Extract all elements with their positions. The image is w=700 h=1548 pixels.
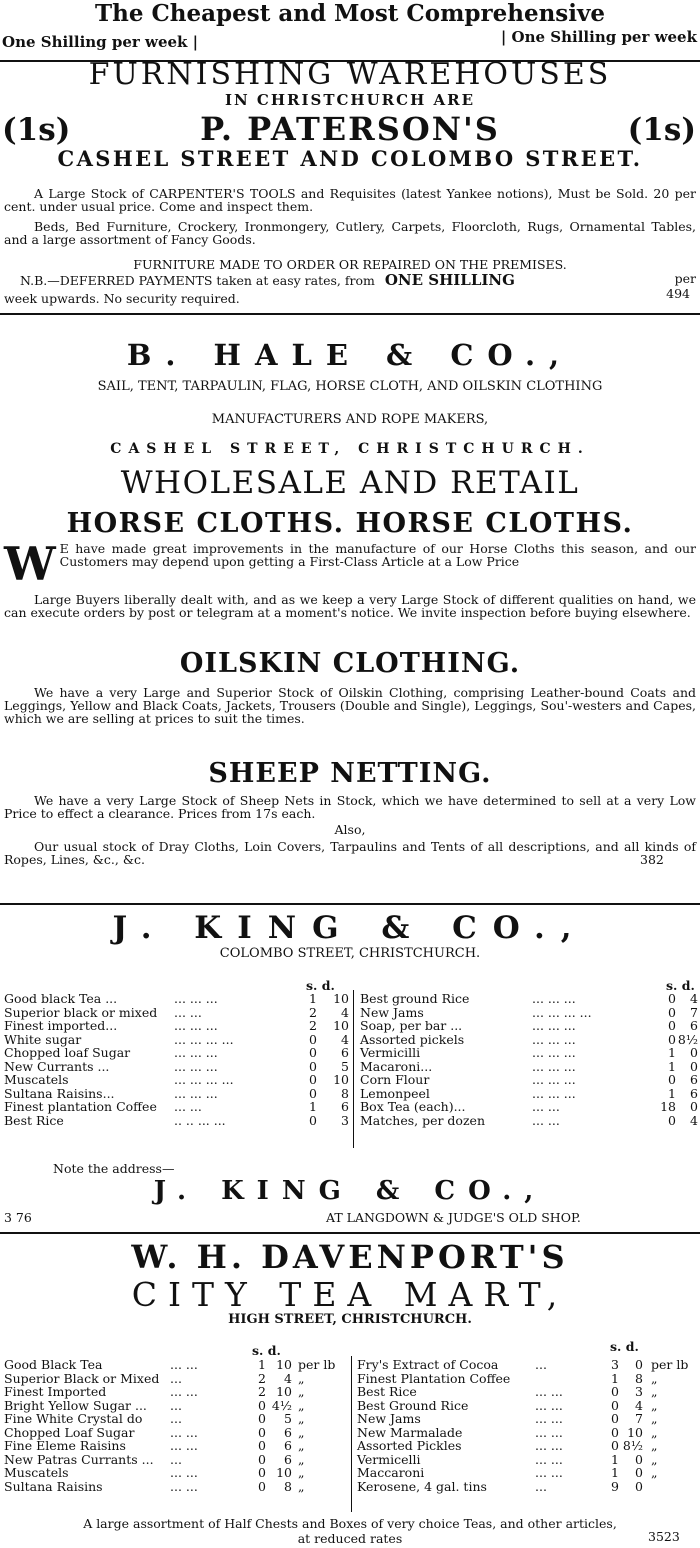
- price-unit: „: [651, 1424, 658, 1440]
- price-pence: 3: [635, 1384, 643, 1399]
- price-shillings: 0: [258, 1465, 266, 1480]
- price-row: [360, 1100, 698, 1114]
- price-pence: 8½: [677, 1031, 698, 1047]
- price-shillings: 0: [309, 1112, 317, 1128]
- ad1-nb-per: per: [674, 271, 696, 286]
- price-item-leader: ... ...: [535, 1424, 563, 1440]
- price-item-name: Best Rice: [4, 1112, 64, 1128]
- price-pence: 10: [333, 1018, 349, 1033]
- price-pence: 7: [635, 1411, 643, 1426]
- price-item-name: Muscatels: [4, 1072, 69, 1087]
- price-row: [360, 1033, 698, 1047]
- price-row: [357, 1385, 698, 1399]
- price-row: [357, 1399, 698, 1413]
- ad3-divider: [353, 990, 354, 1148]
- price-unit: „: [298, 1438, 305, 1453]
- price-shillings: 0: [309, 1085, 317, 1101]
- price-item-name: Box Tea (each)...: [360, 1099, 466, 1114]
- ad1-nb-line: [20, 271, 515, 289]
- price-pence: 0: [635, 1357, 643, 1372]
- ad2-name: B. HALE & CO.,: [126, 338, 574, 372]
- ad2-usual-para: Our usual stock of Dray Cloths, Loin Covers, Tarpaulins and Tents of all descriptions, and all kinds of Ropes, Lines, &c., &c.: [4, 839, 696, 867]
- ad1-in-christchurch: IN CHRISTCHURCH ARE: [224, 91, 476, 109]
- ad2-oilskin-heading: OILSKIN CLOTHING.: [179, 648, 521, 679]
- price-shillings: 2: [258, 1384, 266, 1399]
- ad1-right-tag: | One Shilling per week: [500, 28, 697, 46]
- price-pence: 6: [690, 1085, 698, 1101]
- price-row: [4, 1087, 349, 1101]
- price-item-leader: ... ...: [174, 1099, 202, 1114]
- price-unit: „: [651, 1411, 658, 1426]
- price-pence: 3: [341, 1112, 349, 1128]
- price-row: [4, 1466, 349, 1480]
- ad1-nb-end: week upwards. No security required.: [4, 291, 240, 306]
- price-pence: 8: [341, 1085, 349, 1101]
- price-item-name: Corn Flour: [360, 1072, 430, 1087]
- price-shillings: 0: [668, 1004, 676, 1020]
- price-item-leader: ... ...: [170, 1384, 198, 1399]
- ad4-right-list: [357, 1358, 698, 1493]
- price-shillings: 1: [611, 1370, 619, 1386]
- price-shillings: 0: [309, 1058, 317, 1074]
- price-row: [4, 1453, 349, 1467]
- price-item-name: New Currants ...: [4, 1058, 110, 1074]
- ad1-name: P. PATERSON'S: [200, 110, 500, 148]
- price-unit: „: [298, 1451, 305, 1467]
- price-item-leader: ... ... ...: [174, 1045, 218, 1060]
- price-item-leader: ... ... ...: [532, 1045, 576, 1060]
- price-item-name: Sultana Raisins...: [4, 1085, 115, 1101]
- price-pence: 0: [690, 1045, 698, 1060]
- price-pence: 0: [690, 1058, 698, 1074]
- ad2-ref: 382: [640, 852, 664, 867]
- price-row: [4, 1426, 349, 1440]
- price-item-name: Finest plantation Coffee: [4, 1099, 157, 1114]
- price-unit: „: [298, 1411, 305, 1426]
- price-row: [4, 1073, 349, 1087]
- price-row: [360, 1006, 698, 1020]
- price-item-name: Fry's Extract of Cocoa: [357, 1357, 499, 1372]
- price-unit: „: [651, 1438, 658, 1453]
- price-item-name: Finest Plantation Coffee: [357, 1370, 511, 1386]
- price-item-name: White sugar: [4, 1031, 82, 1047]
- ad1-furniture-line: FURNITURE MADE TO ORDER OR REPAIRED ON THE PREMISES.: [133, 257, 567, 272]
- ad4-left-list: [4, 1358, 349, 1493]
- price-pence: 4: [690, 1112, 698, 1128]
- price-row: [357, 1358, 698, 1372]
- ad4-name: W. H. DAVENPORT'S: [131, 1238, 569, 1276]
- ad1-address: CASHEL STREET AND COLOMBO STREET.: [57, 146, 643, 171]
- price-unit: „: [651, 1370, 658, 1386]
- price-shillings: 0: [668, 1031, 676, 1047]
- price-pence: 6: [284, 1438, 292, 1453]
- price-item-leader: ... ...: [532, 1112, 560, 1128]
- ad3-note: Note the address—: [53, 1161, 175, 1176]
- price-pence: 4: [284, 1370, 292, 1386]
- price-item-leader: ... ... ...: [532, 1058, 576, 1074]
- ad3-name2: J. KING & CO.,: [153, 1176, 547, 1206]
- price-item-leader: .. .. ... ...: [174, 1112, 226, 1128]
- price-pence: 6: [341, 1045, 349, 1060]
- price-unit: „: [651, 1465, 658, 1480]
- price-shillings: 1: [258, 1357, 266, 1372]
- price-item-leader: ... ...: [170, 1478, 198, 1494]
- ad2-also: Also,: [334, 822, 366, 837]
- ad1-nb-text: N.B.—DEFERRED PAYMENTS taken at easy rates, from: [20, 273, 375, 288]
- price-item-leader: ...: [535, 1357, 547, 1372]
- price-item-leader: ... ...: [174, 1004, 202, 1020]
- ad2-line2: MANUFACTURERS AND ROPE MAKERS,: [211, 412, 489, 427]
- price-shillings: 0: [309, 1031, 317, 1047]
- price-pence: 6: [284, 1451, 292, 1467]
- ad3-right-list: [360, 992, 698, 1127]
- price-row: [357, 1426, 698, 1440]
- price-row: [360, 1019, 698, 1033]
- price-pence: 5: [341, 1058, 349, 1074]
- price-item-name: Best Rice: [357, 1384, 417, 1399]
- ad4-col-header-right: s. d.: [610, 1339, 639, 1354]
- price-pence: 4: [635, 1397, 643, 1413]
- price-row: [357, 1453, 698, 1467]
- price-pence: 4: [690, 991, 698, 1006]
- price-shillings: 18: [660, 1099, 676, 1114]
- price-pence: 10: [333, 1072, 349, 1087]
- price-unit: „: [298, 1384, 305, 1399]
- price-pence: 0: [690, 1099, 698, 1114]
- price-pence: 10: [276, 1384, 292, 1399]
- price-row: [4, 1100, 349, 1114]
- price-item-leader: ...: [170, 1397, 182, 1413]
- price-item-name: Assorted Pickles: [357, 1438, 462, 1453]
- ad3-location: AT LANGDOWN & JUDGE'S OLD SHOP.: [326, 1210, 581, 1225]
- price-item-leader: ... ...: [532, 1099, 560, 1114]
- price-item-name: Bright Yellow Sugar ...: [4, 1397, 147, 1413]
- ad2-line1: SAIL, TENT, TARPAULIN, FLAG, HORSE CLOTH, AND OILSKIN CLOTHING: [97, 379, 603, 394]
- price-row: [357, 1480, 698, 1494]
- price-unit: „: [298, 1370, 305, 1386]
- price-shillings: 0: [258, 1397, 266, 1413]
- price-shillings: 2: [309, 1018, 317, 1033]
- price-row: [360, 1114, 698, 1128]
- price-item-name: Lemonpeel: [360, 1085, 430, 1101]
- ad2-oilskin-para: We have a very Large and Superior Stock of Oilskin Clothing, comprising Leather-bound Coats and Leggings, Yellow and Black Coats, Jackets, Trousers (Double and Single), Leggings, Sou'-westers and Capes, which we are selling at prices to suit the times.: [4, 685, 696, 726]
- price-item-name: Vermicilli: [360, 1045, 421, 1060]
- price-pence: 0: [635, 1478, 643, 1494]
- ad1-bottom-rule: [0, 313, 700, 315]
- price-item-leader: ... ... ... ...: [174, 1031, 234, 1047]
- price-shillings: 1: [611, 1465, 619, 1480]
- price-unit: „: [651, 1384, 658, 1399]
- price-item-name: Sultana Raisins: [4, 1478, 103, 1494]
- price-row: [4, 1385, 349, 1399]
- price-unit: per lb: [298, 1357, 336, 1372]
- price-pence: 4: [341, 1031, 349, 1047]
- price-item-leader: ... ...: [170, 1424, 198, 1440]
- price-pence: 7: [690, 1004, 698, 1020]
- price-item-leader: ... ...: [535, 1397, 563, 1413]
- price-row: [357, 1439, 698, 1453]
- price-pence: 6: [690, 1072, 698, 1087]
- price-row: [4, 1372, 349, 1386]
- price-pence: 4½: [271, 1397, 292, 1413]
- price-unit: „: [651, 1397, 658, 1413]
- price-item-leader: ... ...: [535, 1411, 563, 1426]
- price-unit: „: [298, 1465, 305, 1480]
- price-shillings: 1: [309, 991, 317, 1006]
- price-item-name: Vermicelli: [357, 1451, 421, 1467]
- price-pence: 10: [276, 1465, 292, 1480]
- price-row: [357, 1372, 698, 1386]
- ad1-para-furniture: Beds, Bed Furniture, Crockery, Ironmongery, Cutlery, Carpets, Floorcloth, Rugs, Ornamental Tables, and a large assortment of Fancy Goods.: [4, 219, 696, 247]
- price-item-name: Best ground Rice: [360, 991, 470, 1006]
- price-shillings: 2: [258, 1370, 266, 1386]
- price-item-name: New Jams: [360, 1004, 424, 1020]
- price-item-name: New Jams: [357, 1411, 421, 1426]
- ad4-col-header-left: s. d.: [252, 1343, 281, 1358]
- ad4-title: CITY TEA MART,: [131, 1275, 569, 1314]
- ad2-dropcap: W: [4, 537, 56, 591]
- price-item-leader: ... ... ...: [174, 991, 218, 1006]
- ad2-horse-para1: [4, 537, 696, 591]
- price-item-name: Best Ground Rice: [357, 1397, 469, 1413]
- price-item-leader: ... ... ...: [532, 1031, 576, 1047]
- price-pence: 0: [635, 1451, 643, 1467]
- ad3-left-list: [4, 992, 349, 1127]
- price-shillings: 0: [258, 1411, 266, 1426]
- price-shillings: 1: [668, 1058, 676, 1074]
- price-row: [4, 1019, 349, 1033]
- price-item-leader: ... ... ...: [532, 1085, 576, 1101]
- price-row: [4, 992, 349, 1006]
- price-item-name: Finest Imported: [4, 1384, 107, 1399]
- price-row: [4, 1033, 349, 1047]
- ad2-horse-para1-text: E have made great improvements in the manufacture of our Horse Cloths this season, and our Customers may depend upon getting a First-Class Article at a Low Price: [59, 541, 696, 569]
- price-shillings: 0: [668, 991, 676, 1006]
- ad3-col-header-left: s. d.: [306, 978, 335, 993]
- price-item-name: Superior black or mixed: [4, 1004, 158, 1020]
- price-item-leader: ... ...: [535, 1451, 563, 1467]
- price-row: [357, 1466, 698, 1480]
- ad2-sheep-para: We have a very Large Stock of Sheep Nets in Stock, which we have determined to sell at a very Low Price to effect a clearance. Prices from 17s each.: [4, 793, 696, 821]
- price-pence: 6: [690, 1018, 698, 1033]
- price-pence: 0: [635, 1465, 643, 1480]
- price-item-name: Macaroni...: [360, 1058, 433, 1074]
- price-row: [4, 1114, 349, 1128]
- price-pence: 4: [341, 1004, 349, 1020]
- price-item-name: New Marmalade: [357, 1424, 463, 1440]
- ad1-price-left: (1s): [2, 112, 71, 148]
- price-item-leader: ... ...: [535, 1438, 563, 1453]
- ad3-address: COLOMBO STREET, CHRISTCHURCH.: [219, 946, 481, 961]
- price-item-name: Good black Tea ...: [4, 991, 118, 1006]
- price-row: [357, 1412, 698, 1426]
- ad4-ref: 3523: [648, 1529, 680, 1544]
- price-pence: 10: [333, 991, 349, 1006]
- price-pence: 5: [284, 1411, 292, 1426]
- price-item-leader: ... ... ...: [532, 991, 576, 1006]
- price-item-leader: ... ... ...: [174, 1085, 218, 1101]
- price-item-leader: ... ... ...: [174, 1018, 218, 1033]
- ad1-title: FURNISHING WAREHOUSES: [88, 57, 612, 92]
- price-pence: 10: [627, 1424, 643, 1440]
- price-item-name: Fine White Crystal do: [4, 1411, 143, 1426]
- price-shillings: 0: [611, 1397, 619, 1413]
- price-item-leader: ... ...: [170, 1438, 198, 1453]
- price-pence: 8½: [622, 1438, 643, 1453]
- price-row: [360, 1073, 698, 1087]
- price-item-leader: ... ...: [535, 1465, 563, 1480]
- price-item-leader: ... ... ... ...: [532, 1004, 592, 1020]
- ad4-footer1: A large assortment of Half Chests and Boxes of very choice Teas, and other articles,: [83, 1516, 617, 1531]
- price-item-name: Chopped loaf Sugar: [4, 1045, 131, 1060]
- price-shillings: 0: [258, 1424, 266, 1440]
- price-item-leader: ... ...: [170, 1357, 198, 1372]
- price-shillings: 1: [611, 1451, 619, 1467]
- price-shillings: 1: [309, 1099, 317, 1114]
- price-shillings: 0: [258, 1438, 266, 1453]
- price-row: [4, 1060, 349, 1074]
- ad2-address: CASHEL STREET, CHRISTCHURCH.: [110, 441, 590, 457]
- price-item-name: Chopped Loaf Sugar: [4, 1424, 135, 1440]
- price-row: [4, 1480, 349, 1494]
- price-shillings: 2: [309, 1004, 317, 1020]
- price-item-name: Superior Black or Mixed: [4, 1370, 160, 1386]
- price-item-name: Muscatels: [4, 1465, 69, 1480]
- price-item-leader: ...: [170, 1451, 182, 1467]
- price-unit: „: [298, 1397, 305, 1413]
- ad4-address: HIGH STREET, CHRISTCHURCH.: [228, 1312, 472, 1327]
- price-pence: 6: [284, 1424, 292, 1440]
- ad2-horse-para2: Large Buyers liberally dealt with, and as we keep a very Large Stock of different qualities on hand, we can execute orders by post or telegram at a moment's notice. We invite inspection before buying elsewhere.: [4, 592, 696, 620]
- price-item-name: Assorted pickels: [360, 1031, 465, 1047]
- ad2-sheep-heading: SHEEP NETTING.: [208, 758, 492, 789]
- price-row: [360, 992, 698, 1006]
- ad3-name: J. KING & CO.,: [112, 910, 588, 946]
- price-item-name: Good Black Tea: [4, 1357, 103, 1372]
- price-shillings: 1: [668, 1085, 676, 1101]
- price-unit: „: [298, 1478, 305, 1494]
- price-pence: 8: [284, 1478, 292, 1494]
- price-shillings: 1: [668, 1045, 676, 1060]
- price-item-leader: ... ... ... ...: [174, 1072, 234, 1087]
- ad1-nb-bold: ONE SHILLING: [384, 271, 515, 289]
- ad1-left-tag: One Shilling per week |: [2, 33, 199, 51]
- price-shillings: 0: [611, 1411, 619, 1426]
- price-shillings: 0: [309, 1072, 317, 1087]
- price-item-name: Fine Eleme Raisins: [4, 1438, 126, 1453]
- ad3-col-header-right: s. d.: [666, 978, 695, 993]
- price-item-leader: ... ...: [170, 1465, 198, 1480]
- price-item-name: Maccaroni: [357, 1465, 425, 1480]
- price-row: [4, 1399, 349, 1413]
- price-pence: 10: [276, 1357, 292, 1372]
- ad3-ref: 3 76: [4, 1210, 32, 1225]
- price-unit: per lb: [651, 1357, 689, 1372]
- price-item-leader: ...: [170, 1370, 182, 1386]
- price-shillings: 0: [611, 1384, 619, 1399]
- price-row: [4, 1358, 349, 1372]
- price-item-leader: ... ... ...: [532, 1018, 576, 1033]
- price-item-leader: ... ...: [535, 1384, 563, 1399]
- price-row: [360, 1060, 698, 1074]
- price-item-leader: ... ... ...: [532, 1072, 576, 1087]
- price-shillings: 9: [611, 1478, 619, 1494]
- price-shillings: 0: [309, 1045, 317, 1060]
- ad3-bottom-rule: [0, 1232, 700, 1234]
- price-shillings: 0: [611, 1438, 619, 1453]
- price-shillings: 3: [611, 1357, 619, 1372]
- price-item-leader: ...: [535, 1478, 547, 1494]
- price-row: [360, 1087, 698, 1101]
- ad2-wholesale: WHOLESALE AND RETAIL: [120, 465, 580, 501]
- price-shillings: 0: [668, 1112, 676, 1128]
- price-unit: „: [298, 1424, 305, 1440]
- ad2-bottom-rule: [0, 903, 700, 905]
- ad4-divider: [351, 1356, 352, 1512]
- price-shillings: 0: [668, 1072, 676, 1087]
- price-shillings: 0: [668, 1018, 676, 1033]
- price-item-name: Kerosene, 4 gal. tins: [357, 1478, 487, 1494]
- price-row: [360, 1046, 698, 1060]
- price-item-name: New Patras Currants ...: [4, 1451, 154, 1467]
- price-item-name: Matches, per dozen: [360, 1112, 485, 1128]
- price-item-leader: ... ... ...: [174, 1058, 218, 1074]
- ad1-price-right: (1s): [627, 112, 696, 148]
- price-row: [4, 1046, 349, 1060]
- ad1-para-tools: A Large Stock of CARPENTER'S TOOLS and Requisites (latest Yankee notions), Must be Sold. 20 per cent. under usual price. Come and inspect them.: [4, 186, 696, 214]
- price-row: [4, 1006, 349, 1020]
- price-row: [4, 1412, 349, 1426]
- ad4-footer2: at reduced rates: [297, 1531, 403, 1546]
- price-shillings: 0: [258, 1451, 266, 1467]
- price-pence: 6: [341, 1099, 349, 1114]
- ad1-headline: The Cheapest and Most Comprehensive: [94, 0, 605, 27]
- price-unit: „: [651, 1451, 658, 1467]
- ad1-ref: 494: [666, 286, 690, 301]
- price-row: [4, 1439, 349, 1453]
- price-shillings: 0: [611, 1424, 619, 1440]
- price-pence: 8: [635, 1370, 643, 1386]
- ad2-horse-heading: HORSE CLOTHS. HORSE CLOTHS.: [66, 508, 634, 539]
- price-shillings: 0: [258, 1478, 266, 1494]
- price-item-name: Finest imported...: [4, 1018, 118, 1033]
- price-item-leader: ...: [170, 1411, 182, 1426]
- price-item-name: Soap, per bar ...: [360, 1018, 463, 1033]
